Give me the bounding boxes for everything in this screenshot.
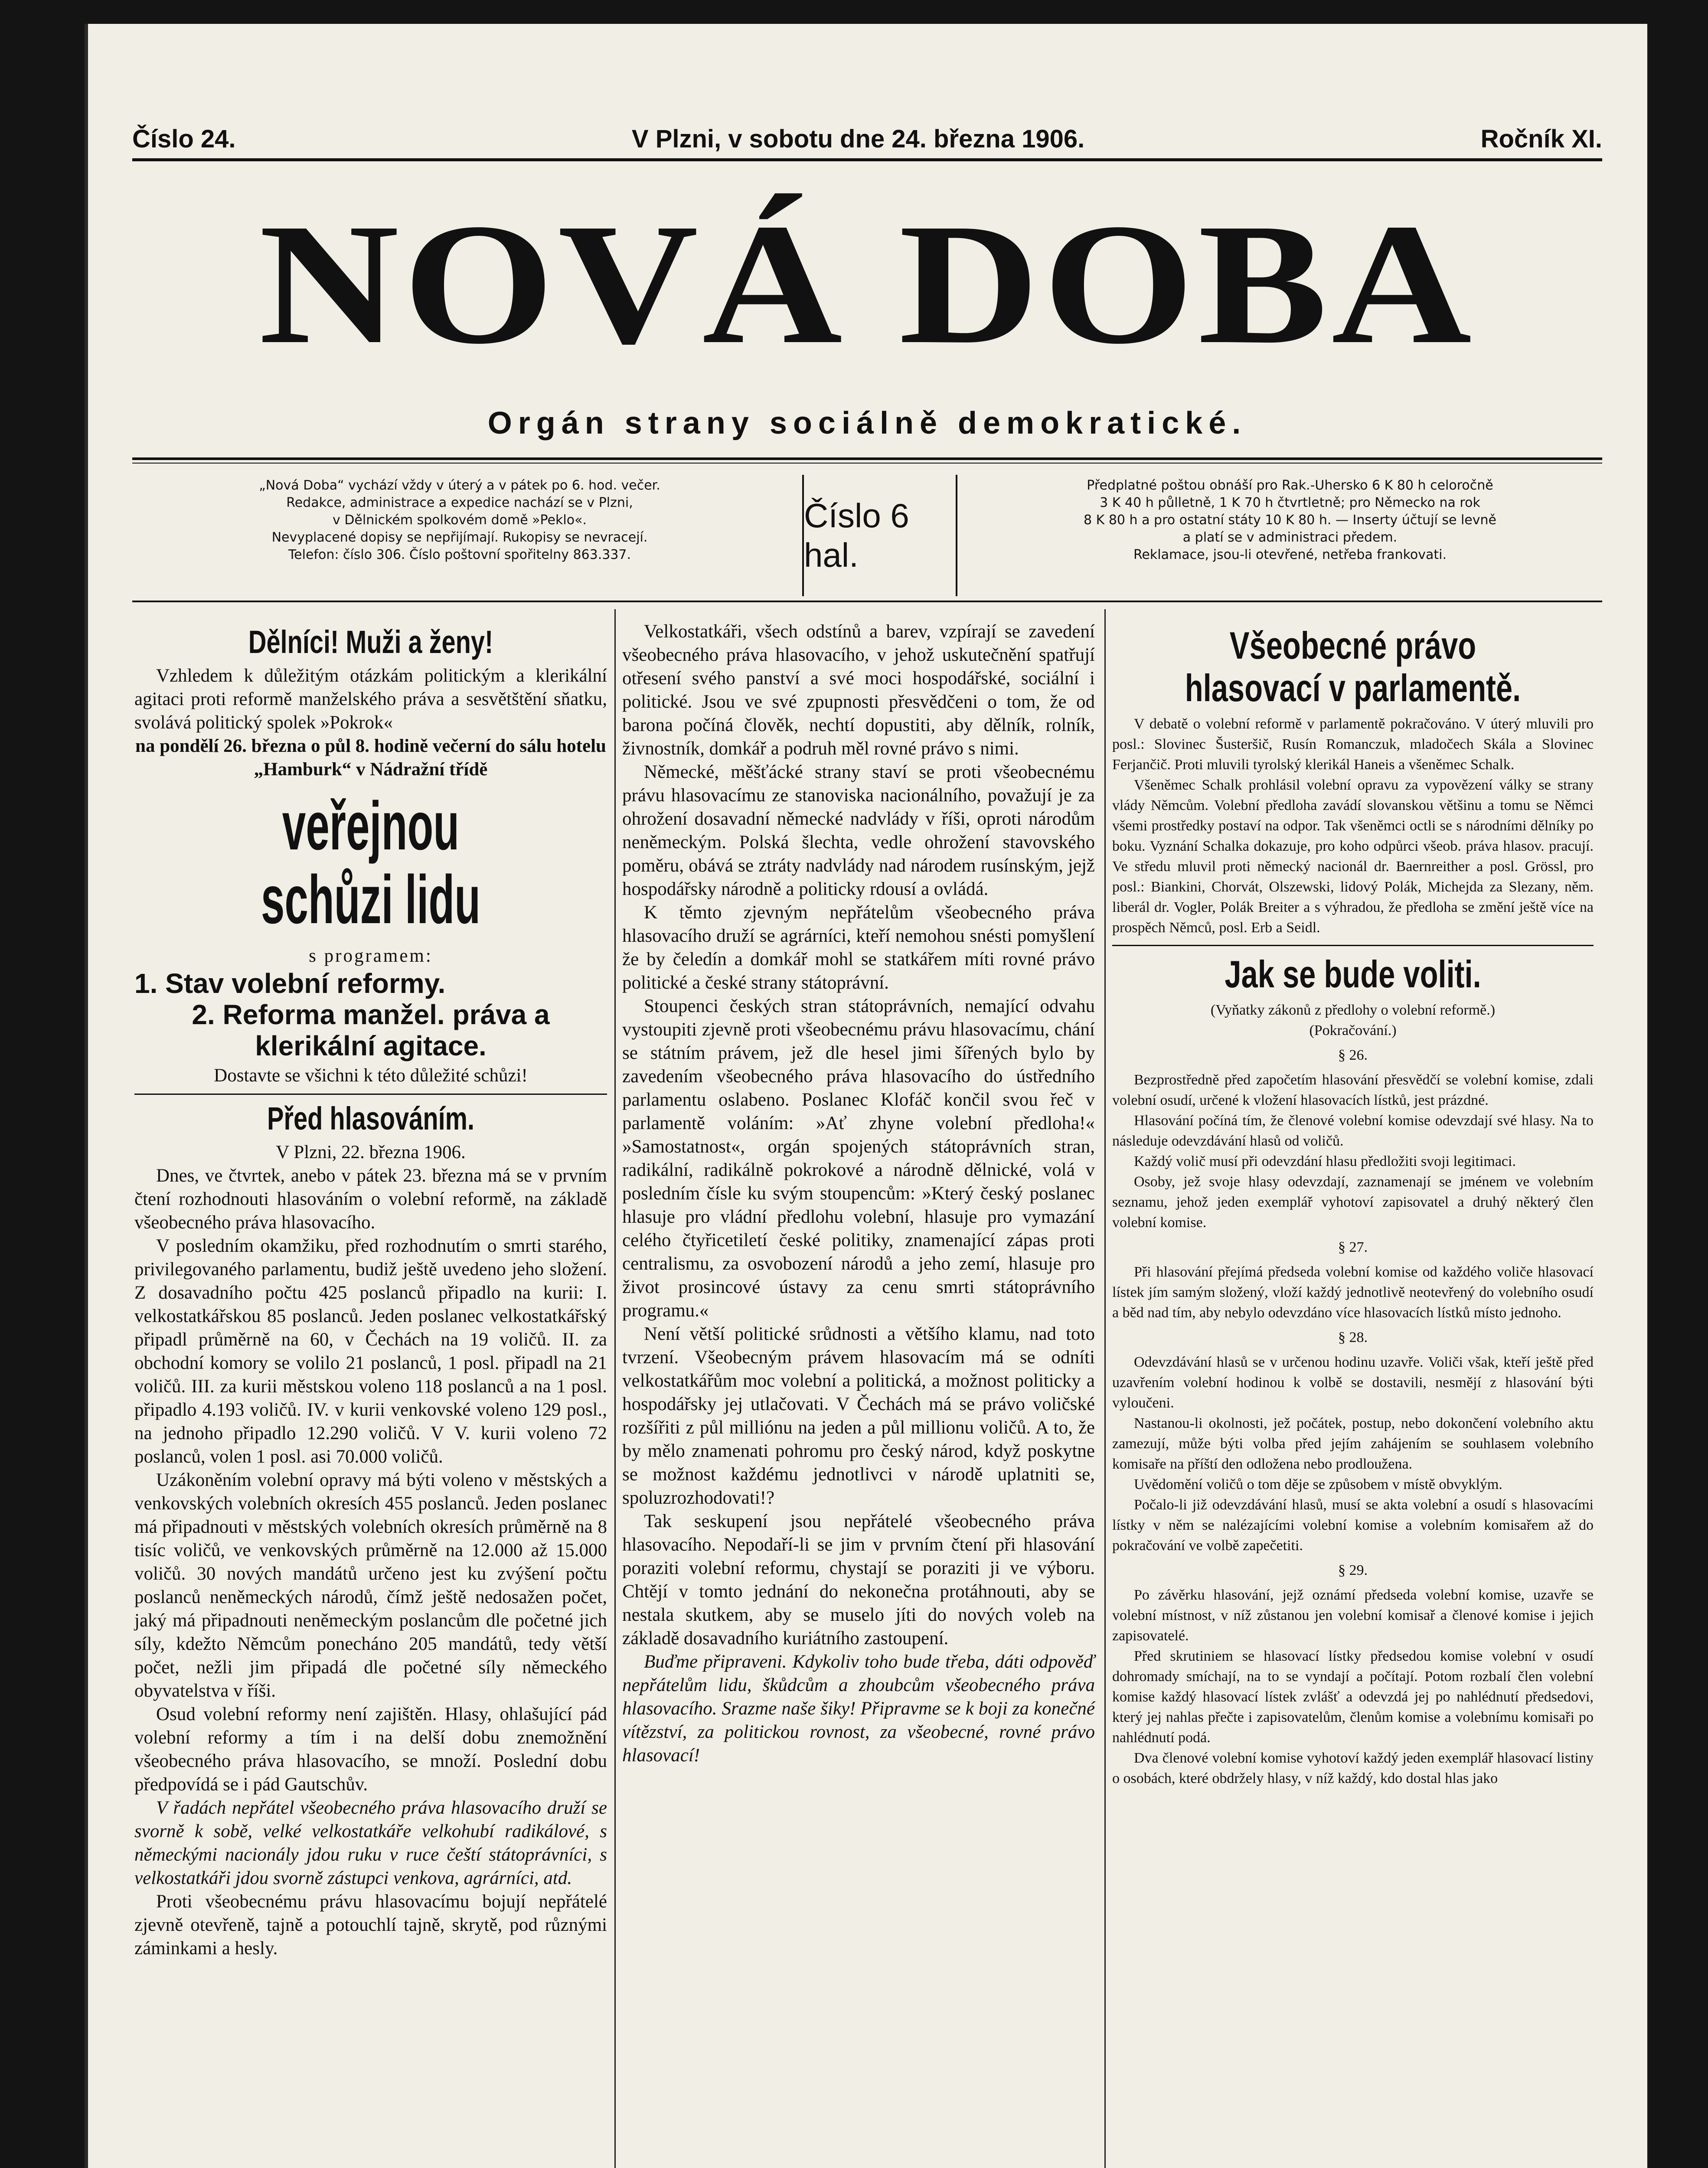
- price-box: [802, 475, 957, 596]
- section-number: § 27.: [1338, 1239, 1368, 1255]
- notice-big: veřejnou schůzi lidu: [261, 788, 481, 938]
- issue-number: Číslo 24.: [132, 125, 236, 153]
- section-rule: [1112, 945, 1594, 946]
- paragraph: Počalo-li již odevzdávání hlasů, musí se akta volební a osudí s hlasovacími lístky v něm se nalézajícími volební komise a volebním komisařem až do pokračování ve volbě zapečetiti.: [1112, 1497, 1594, 1554]
- subtitle-rule-thin: [132, 463, 1602, 464]
- paragraph: Osud volební reformy není zajištěn. Hlasy, ohlašující pád volební reformy a tím i na delší dobu znemožnění všeobecného práva hlasovacího, se množí. Poslední dobu předpovídá se i pád Gautschův.: [134, 1704, 607, 1795]
- article-title: Před hlasováním.: [267, 1100, 474, 1136]
- paragraph: Hlasování počíná tím, že členové volební komise odevzdají své hlasy. Na to následuje odevzdávání hlasů od voličů.: [1112, 1113, 1594, 1149]
- info-line: Předplatné poštou obnáší pro Rak.-Uhersko 6 K 80 h celoročně: [1087, 478, 1493, 493]
- paragraph: Při hlasování přejímá předseda volební komise od každého voliče hlasovací lístek jím samým složený, vloží každý jednotlivě neotevřený do volebního osudí a běd nad tím, aby nebylo odevzdáno více hlasovacích lístků místo jednoho.: [1112, 1264, 1594, 1321]
- dateline: V Plzni, v sobotu dne 24. března 1906.: [631, 125, 1085, 153]
- column-2: [622, 620, 1095, 1767]
- notice-rule: [134, 1094, 607, 1095]
- masthead-subtitle: Orgán strany sociálně demokratické.: [487, 406, 1247, 441]
- masthead-title: NOVÁ DOBA: [258, 188, 1476, 380]
- paragraph: V posledním okamžiku, před rozhodnutím o smrti starého, privilegovaného parlamentu, budiž ještě uvedeno jeho složení. Z dosavadního počtu 425 poslanců připadlo na kurii: I. velkostatkářskou 85 poslanců. Jeden poslanec velkostatkářský připadl průměrně na 60, v Čechách na 19 voličů. II. za obchodní komory se volilo 21 poslanců, 1 posl. připadl na 21 voličů. III. za kurii městskou voleno 118 poslanců a na 1 posl. připadlo 4.193 voličů. IV. v kurii venkovské voleno 129 posl., na jednoho připadlo 12.290 voličů. V V. kurii voleno 72 poslanců, volen 1 posl. asi 70.000 voličů.: [134, 1236, 607, 1467]
- notice-footer: Dostavte se všichni k této důležité schůzi!: [214, 1065, 528, 1086]
- paragraph: Stoupenci českých stran státoprávních, nemající odvahu vystoupiti zjevně proti všeobecnému právu hlasovacímu, chání se státním právem, jež dle hesel jimi šířených bylo by zavedením všeobecného práva hlasovacího do ústředního parlamentu oslabeno. Poslanec Klofáč končil svou řeč v parlamentě voláním: »Ať zhyne volební předloha!« »Samostatnost«, orgán spojených státoprávních stran, radikální, radikálně pokrokové a národně dělnické, volá v posledním čísle ku svým stoupencům: »Který český poslanec hlasuje pro vládní předlohu volební, hlasuje pro vymazání celého čtyřicetiletí české politiky, znamenající zápas proti centralismu, za osvobození národů a jeho zemí, hlasuje pro život prosincové ústavy za cenu smrti státoprávního programu.«: [622, 996, 1095, 1321]
- info-line: „Nová Doba“ vychází vždy v úterý a v pátek po 6. hod. večer.: [259, 478, 660, 493]
- paragraph: V řadách nepřátel všeobecného práva hlasovacího druží se svorně k sobě, velké velkostatkáře velkohubí radikálové, s německými nacionály jdou ruku v ruce čeští státoprávníci, s velkostatkáři jdou svorně zástupci venkova, agrárníci, atd.: [134, 1798, 607, 1888]
- paragraph: Není větší politické srůdnosti a většího klamu, nad toto tvrzení. Všeobecným právem hlasovacím má se odníti velkostatkářům moc volební a politická, a možnost politicky a hospodářsky jej utlačovati. V Čechách má se právo voličské rozšířiti z půl milliónu na jeden a půl millionu voličů. A to, že by mělo znamenati pohromu pro český národ, když poskytne se možnost každému jednotlivci v národě uplatniti se, spoluzrozhodovati!?: [622, 1324, 1095, 1508]
- header-bottom-rule: [132, 601, 1602, 602]
- paragraph: Nastanou-li okolnosti, jež počátek, postup, nebo dokončení volebního aktu zamezují, může býti volba před jejím zahájením se souhlasem volebního komisaře na příští den odložena nebo prodloužena.: [1112, 1415, 1594, 1472]
- paragraph: Buďme připraveni. Kdykoliv toho bude třeba, dáti odpověď nepřátelům lidu, škůdcům a zhoubcům všeobecného práva hlasovacího. Srazme naše šiky! Připravme se k boji za konečné vítězství, za politickou rovnost, za všeobecné, rovné právo hlasovací!: [622, 1652, 1095, 1766]
- column-divider: [1104, 609, 1106, 2168]
- paragraph: Všeněmec Schalk prohlásil volební opravu za vypovězení války se strany vlády Němcům. Volební předloha zavádí slovanskou většinu a tomu se Němci všemi prostředky postaví na odpor. Tak všeněmci octli se s národními dělníky po boku. Vyznání Schalka dokazuje, pro koho odpůrci všeob. práva hlasov. pracují. Ve středu mluvil proti německý nacionál dr. Baernreither a posl. Grössl, pro posl.: Biankini, Chorvát, Olszewski, lidový Polák, Michejda za Slezany, něm. liberál dr. Vogler, Polák Breiter a s výhradou, že předloha se změní ještě více na prospěch Němců, posl. Erb a Seidl.: [1112, 777, 1594, 936]
- paragraph: Každý volič musí při odevzdání hlasu předložiti svoji legitimaci.: [1134, 1153, 1516, 1169]
- info-line: Nevyplacené dopisy se nepřijímají. Rukopisy se nevracejí.: [271, 530, 648, 545]
- paragraph: Bezprostředně před započetím hlasování přesvědčí se volební komise, zdali volební osudí, určené k vložení hlasovacích lístků, jest prázdné.: [1112, 1072, 1594, 1108]
- subnote: (Vyňatky zákonů z předlohy o volební reformě.): [1210, 1002, 1496, 1018]
- paragraph: Uzákoněním volební opravy má býti voleno v městských a venkovských volebních okresích 455 poslanců. Jeden poslanec má připadnouti v městských volebních okresích průměrně na 8 tisíc voličů, ve venkovských průměrně na 12.000 až 15.000 voličů. 30 nových mandátů určeno jest ku zvýšení počtu poslanců neněmeckých národů, čímž ještě nedosažen počet, jaký má připadnouti neněmeckým poslancům dle početné jich síly, kdežto Němcům ponecháno 205 mandátů, tedy větší počet, nežli jim připadá dle početné síly německého obyvatelstva v říši.: [134, 1470, 607, 1701]
- section-number: § 29.: [1338, 1562, 1368, 1578]
- section-number: § 26.: [1338, 1047, 1368, 1063]
- publication-info: [134, 477, 785, 564]
- paragraph: Dva členové volební komise vyhotoví každý jeden exemplář hlasovací listiny o osobách, které obdržely hlasy, v níž každý, kdo dostal hlas jako: [1112, 1750, 1594, 1786]
- notice-text: Vzhledem k důležitým otázkám politickým a klerikální agitaci proti reformě manželského práva a sesvětštění sňatku, svolává politický spolek »Pokrok«: [134, 666, 607, 733]
- paragraph: Před skrutiniem se hlasovací lístky předsedou komise volební v osudí dohromady smíchají, na to se vyndají a počítají. Potom rozbalí člen volební komise každý hlasovací lístek zvlášť a odevzdá jej po nahlédnutí předsedovi, který jej nahlas přečte i zapisovatelům, členům komise a volebnímu komisaři po nahlédnutí podá.: [1112, 1648, 1594, 1746]
- issue-price: Číslo 6 hal.: [804, 496, 909, 574]
- paragraph: Odevzdávání hlasů se v určenou hodinu uzavře. Voliči však, kteří ještě před uzavřením volební hodinou k volbě se dostavili, nesmějí z hlasování býti vyloučeni.: [1112, 1354, 1594, 1411]
- column-3: [1112, 620, 1594, 1789]
- subscription-info: [971, 477, 1609, 564]
- notice-program-label: s programem:: [309, 946, 433, 966]
- continuation-note: (Pokračování.): [1309, 1022, 1397, 1038]
- info-line: 3 K 40 h půlletně, 1 K 70 h čtvrtletně; pro Německo na rok: [1100, 495, 1480, 510]
- notice-item: 2. Reforma manžel. práva a klerikální agitace.: [192, 999, 550, 1061]
- info-line: v Dělnickém spolkovém domě »Peklo«.: [333, 513, 587, 528]
- dateline-bar: [132, 124, 1602, 153]
- paragraph: Německé, měšťácké strany staví se proti všeobecnému právu hlasovacímu ze stanoviska nacionálního, považují je za ohrožení dosavadní německé nadvlády v říši, oproti národům neněmeckým. Polská šlechta, vedle ohrožení stavovského poměru, obává se ztráty nadvlády nad národem rusínským, jejž hospodářsky národně a politicky rdousí a ovládá.: [622, 762, 1095, 899]
- info-line: Reklamace, jsou-li otevřené, netřeba frankovati.: [1133, 547, 1447, 562]
- article-title: Všeobecné právo hlasovací v parlamentě.: [1185, 624, 1521, 709]
- info-line: 8 K 80 h a pro ostatní státy 10 K 80 h. — Inserty účtují se levně: [1084, 513, 1496, 528]
- paragraph: Dnes, ve čtvrtek, anebo v pátek 23. března má se v prvním čtení rozhodnouti hlasováním o volební reformě, na základě všeobecného práva hlasovacího.: [134, 1166, 607, 1233]
- paragraph: Proti všeobecnému právu hlasovacímu bojují nepřátelé zjevně otevřeně, tajně a potouchlí tajně, skrytě, pod různými záminkami a hesly.: [134, 1891, 607, 1959]
- article-dateline: V Plzni, 22. března 1906.: [276, 1142, 466, 1162]
- section-number: § 28.: [1338, 1329, 1368, 1345]
- info-line: a platí se v administraci předem.: [1182, 530, 1398, 545]
- article-title: Jak se bude voliti.: [1225, 953, 1481, 996]
- newspaper-page: [85, 24, 1647, 2168]
- column-divider: [614, 609, 616, 2168]
- paragraph: Po závěrku hlasování, jejž oznámí předseda volební komise, uzavře se volební místnost, v níž zůstanou jen volební komisař a členové komise i jejich zapisovatelé.: [1112, 1587, 1594, 1644]
- top-rule: [132, 158, 1602, 161]
- paragraph: V debatě o volební reformě v parlamentě pokračováno. V úterý mluvili pro posl.: Slovinec Šusteršič, Rusín Romanczuk, mladočech Skála a Slovinec Ferjančič. Proti mluvili tyrolský klerikál Haneis a všeněmec Schalk.: [1112, 716, 1594, 773]
- notice-item: 1. Stav volební reformy.: [134, 968, 446, 999]
- paragraph: Velkostatkáři, všech odstínů a barev, vzpírají se zavedení všeobecného práva hlasovacího, v jehož uskutečnění spatřují otřesení svého panství a své moci hospodářské, sociální i politické. Jsou ve své zpupnosti přesvědčeni o tom, že od barona počíná člověk, nechtí dopustiti, aby dělník, rolník, živnostník, domkář a podruh měl rovné právo s nimi.: [622, 621, 1095, 759]
- paragraph: K těmto zjevným nepřátelům všeobecného práva hlasovacího druží se agrárníci, kteří nemohou snésti pomyšlení že by čeledín a domkář mohl se statkářem míti rovné právo politické a české strany státoprávní.: [622, 902, 1095, 993]
- paragraph: Tak seskupení jsou nepřátelé všeobecného práva hlasovacího. Nepodaří-li se jim v prvním čtení při hlasování poraziti volební reformu, chystají se poraziti ji ve výboru. Chtějí v tomto jednání do nekonečna protáhnouti, aby se nestala skutkem, aby se muselo jíti do nových voleb na základě dosavadního kuriátního zastoupení.: [622, 1511, 1095, 1649]
- column-1: [134, 620, 607, 1960]
- subtitle-rule: [132, 457, 1602, 460]
- info-line: Telefon: číslo 306. Číslo poštovní spořitelny 863.337.: [288, 547, 631, 562]
- notice-heading: Dělníci! Muži a ženy!: [248, 624, 493, 660]
- notice-when: na pondělí 26. března o půl 8. hodině večerní do sálu hotelu „Hamburk“ v Nádražní třídě: [135, 736, 606, 780]
- paragraph: Osoby, jež svoje hlasy odevzdají, zaznamenají se jménem ve volebním seznamu, jehož jeden exemplář vyhotoví zapisovatel a druhý některý člen volební komise.: [1112, 1174, 1594, 1231]
- volume-number: Ročník XI.: [1480, 125, 1602, 153]
- info-line: Redakce, administrace a expedice nachází se v Plzni,: [286, 495, 633, 510]
- paragraph: Uvědomění voličů o tom děje se způsobem v místě obvyklým.: [1134, 1476, 1502, 1492]
